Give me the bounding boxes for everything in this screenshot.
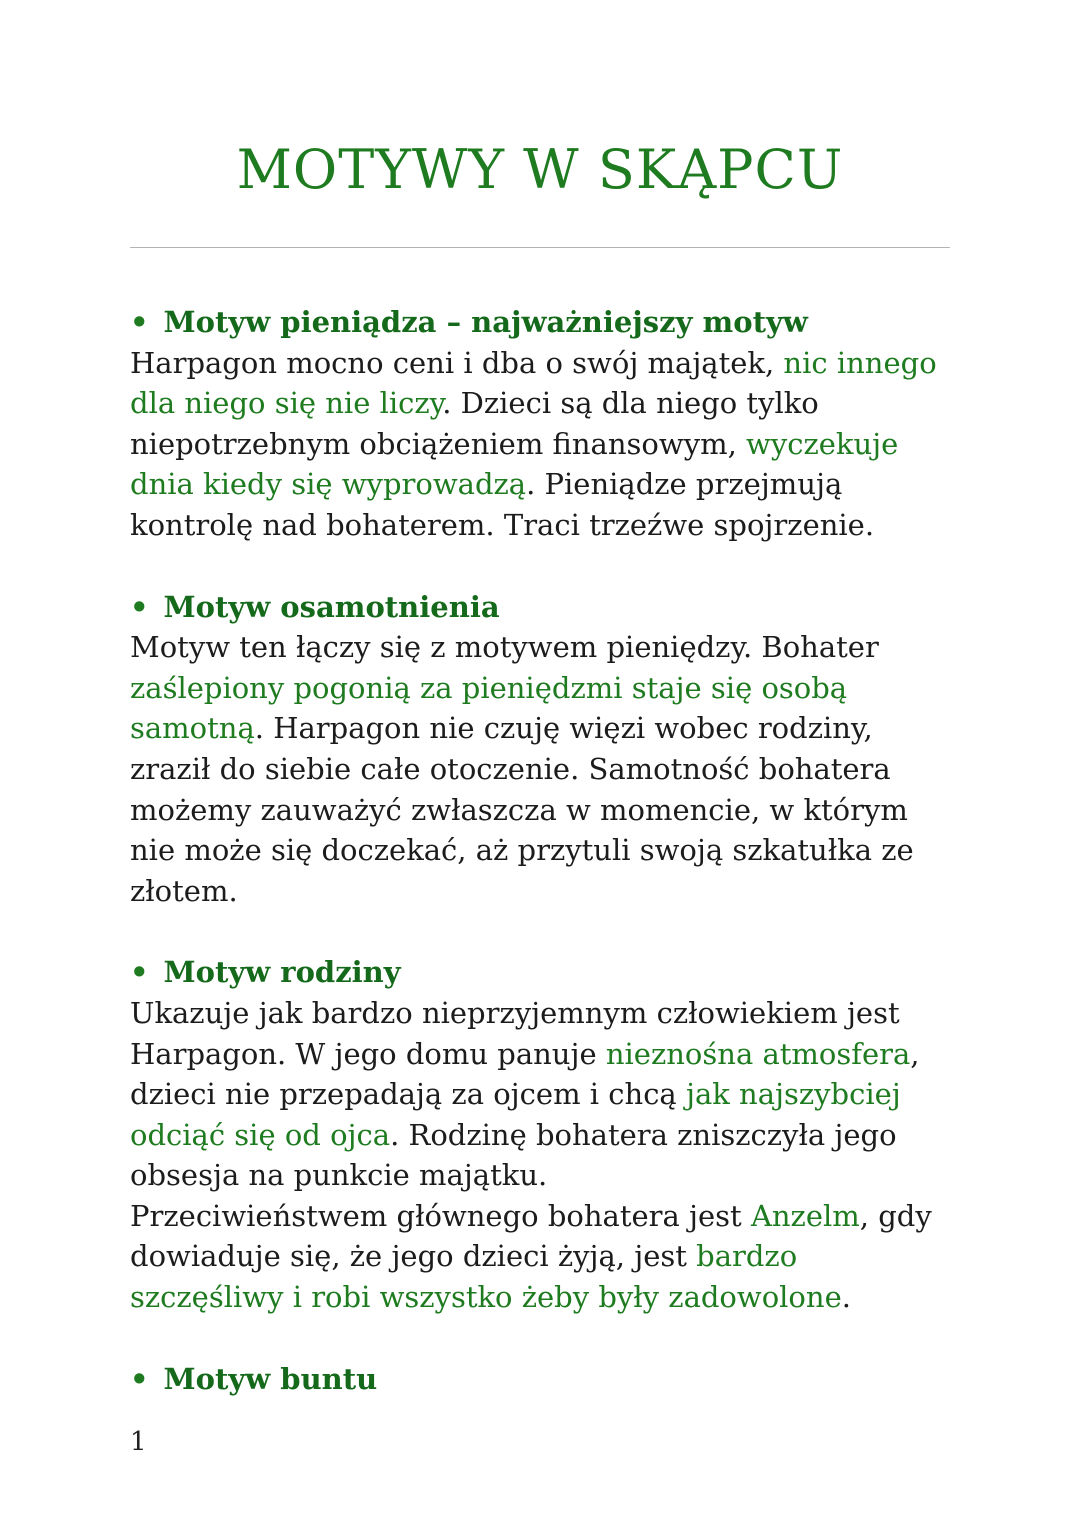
paragraph — [130, 627, 952, 911]
text-segment: . Pieniądze przejmują kontrolę nad bohaterem. Traci trzeźwe spojrzenie. — [130, 467, 875, 542]
text-segment: Anzelm — [750, 1198, 860, 1233]
text-segment: nieznośna atmosfera — [605, 1036, 911, 1071]
text-segment: bardzo szczęśliwy i robi wszystko żeby były zadowolone — [130, 1239, 842, 1315]
text-segment: . Dzieci są dla niego tylko niepotrzebnym obciążeniem finansowym, — [130, 386, 819, 461]
text-segment: Motyw ten łączy się z motywem pieniędzy. Bohater — [130, 630, 879, 665]
bullet-icon: • — [130, 955, 149, 990]
section-heading — [130, 302, 952, 343]
bullet-icon: • — [130, 305, 149, 339]
paragraph — [130, 993, 952, 1196]
section-heading — [130, 952, 952, 993]
bullet-icon: • — [130, 1361, 149, 1396]
paragraph — [130, 343, 952, 546]
text-segment: zaślepiony pogonią za pieniędzmi staje się osobą samotną — [130, 670, 848, 746]
text-segment: . Rodzinę bohatera zniszczyła jego obsesja na punkcie majątku. — [130, 1117, 897, 1193]
section-heading-text: Motyw osamotnienia — [163, 589, 500, 624]
text-segment: nic innego dla niego się nie liczy — [130, 345, 937, 421]
text-segment: wyczekuje dnia kiedy się wyprowadzą — [130, 426, 899, 502]
section-motyw-buntu — [130, 1359, 952, 1400]
text-segment: jak najszybciej odciąć się od ojca — [130, 1077, 901, 1152]
section-heading — [130, 587, 952, 628]
section-motyw-rodziny — [130, 952, 952, 1317]
document-content — [0, 248, 1080, 1399]
text-segment: , gdy dowiaduje się, że jego dzieci żyją, jest — [130, 1198, 932, 1274]
section-heading — [130, 1359, 952, 1400]
page-title: MOTYWY W SKĄPCU — [236, 138, 844, 201]
page-number: 1 — [130, 1427, 147, 1457]
paragraph — [130, 1196, 952, 1318]
text-segment: . — [841, 1280, 851, 1315]
text-segment: Harpagon mocno ceni i dba o swój majątek, — [130, 345, 784, 380]
text-segment: Przeciwieństwem głównego bohatera jest — [130, 1198, 751, 1233]
section-heading-text: Motyw pieniądza – najważniejszy motyw — [163, 305, 808, 339]
text-segment: . Harpagon nie czuję więzi wobec rodziny, zraził do siebie całe otoczenie. Samotność bohatera możemy zauważyć zwłaszcza w momencie, w którym nie może się doczekać, aż przytuli swoją szkatułka ze złotem. — [130, 711, 914, 908]
bullet-icon: • — [130, 589, 149, 624]
section-heading-text: Motyw buntu — [163, 1361, 378, 1396]
section-heading-text: Motyw rodziny — [163, 955, 401, 990]
section-motyw-osamotnienia — [130, 587, 952, 912]
section-motyw-pieniadza — [130, 302, 952, 546]
text-segment: Ukazuje jak bardzo nieprzyjemnym człowiekiem jest Harpagon. W jego domu panuje — [130, 995, 900, 1071]
text-segment: , dzieci nie przepadają za ojcem i chcą — [130, 1036, 920, 1112]
